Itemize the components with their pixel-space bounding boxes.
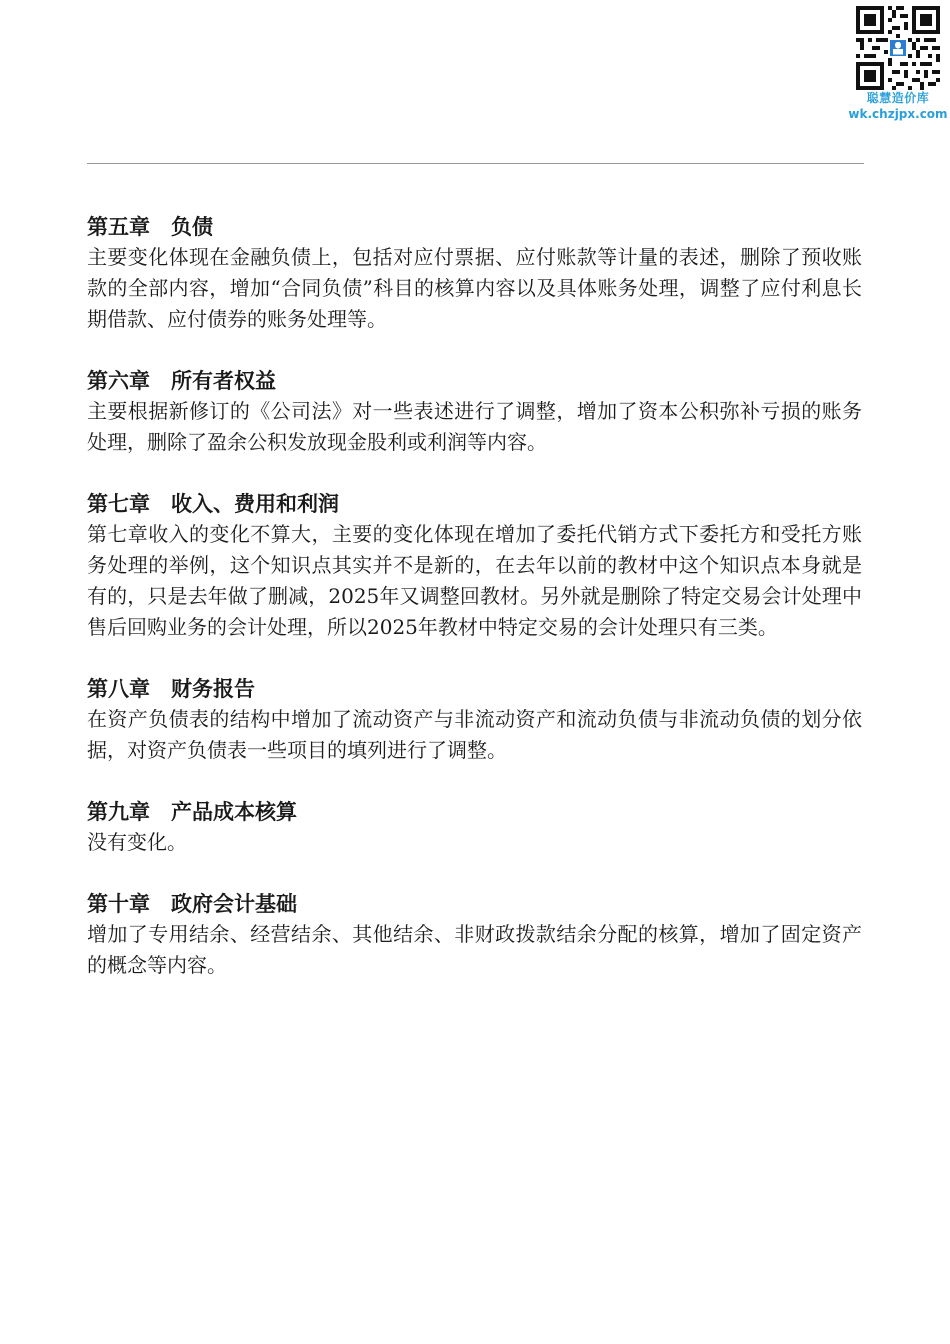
section-heading: 第八章 财务报告: [87, 677, 255, 701]
section-heading: 第十章 政府会计基础: [87, 892, 297, 916]
section-chapter-8: [87, 674, 862, 766]
section-paragraph: 没有变化。: [87, 830, 187, 854]
section-chapter-7: [87, 489, 862, 643]
document-body: [87, 212, 862, 1012]
section-paragraph: 主要根据新修订的《公司法》对一些表述进行了调整，增加了资本公积弥补亏损的账务处理，删除了盈余公积发放现金股利或利润等内容。: [87, 399, 862, 454]
brand-name: 聪慧造价库: [866, 91, 930, 105]
section-paragraph: 增加了专用结余、经营结余、其他结余、非财政拨款结余分配的核算，增加了固定资产的概念等内容。: [87, 922, 862, 977]
section-paragraph: 第七章收入的变化不算大，主要的变化体现在增加了委托代销方式下委托方和受托方账务处理的举例，这个知识点其实并不是新的，在去年以前的教材中这个知识点本身就是有的，只是去年做了删减，2025年又调整回教材。另外就是删除了特定交易会计处理中售后回购业务的会计处理，所以2025年教材中特定交易的会计处理只有三类。: [87, 522, 862, 639]
header-divider: [87, 163, 864, 164]
section-paragraph: 在资产负债表的结构中增加了流动资产与非流动资产和流动负债与非流动负债的划分依据，对资产负债表一些项目的填列进行了调整。: [87, 707, 862, 762]
section-chapter-10: [87, 889, 862, 981]
section-paragraph: 主要变化体现在金融负债上，包括对应付票据、应付账款等计量的表述，删除了预收账款的全部内容，增加“合同负债”科目的核算内容以及具体账务处理，调整了应付利息长期借款、应付债券的账务处理等。: [87, 245, 862, 331]
section-heading: 第九章 产品成本核算: [87, 800, 297, 824]
section-chapter-5: [87, 212, 862, 335]
section-chapter-6: [87, 366, 862, 458]
qr-code-image: [856, 6, 940, 90]
brand-url[interactable]: wk.chzjpx.com: [848, 107, 948, 121]
section-heading: 第七章 收入、费用和利润: [87, 492, 339, 516]
site-logo: [846, 6, 950, 121]
section-chapter-9: [87, 797, 862, 858]
section-heading: 第五章 负债: [87, 215, 213, 239]
section-heading: 第六章 所有者权益: [87, 369, 276, 393]
